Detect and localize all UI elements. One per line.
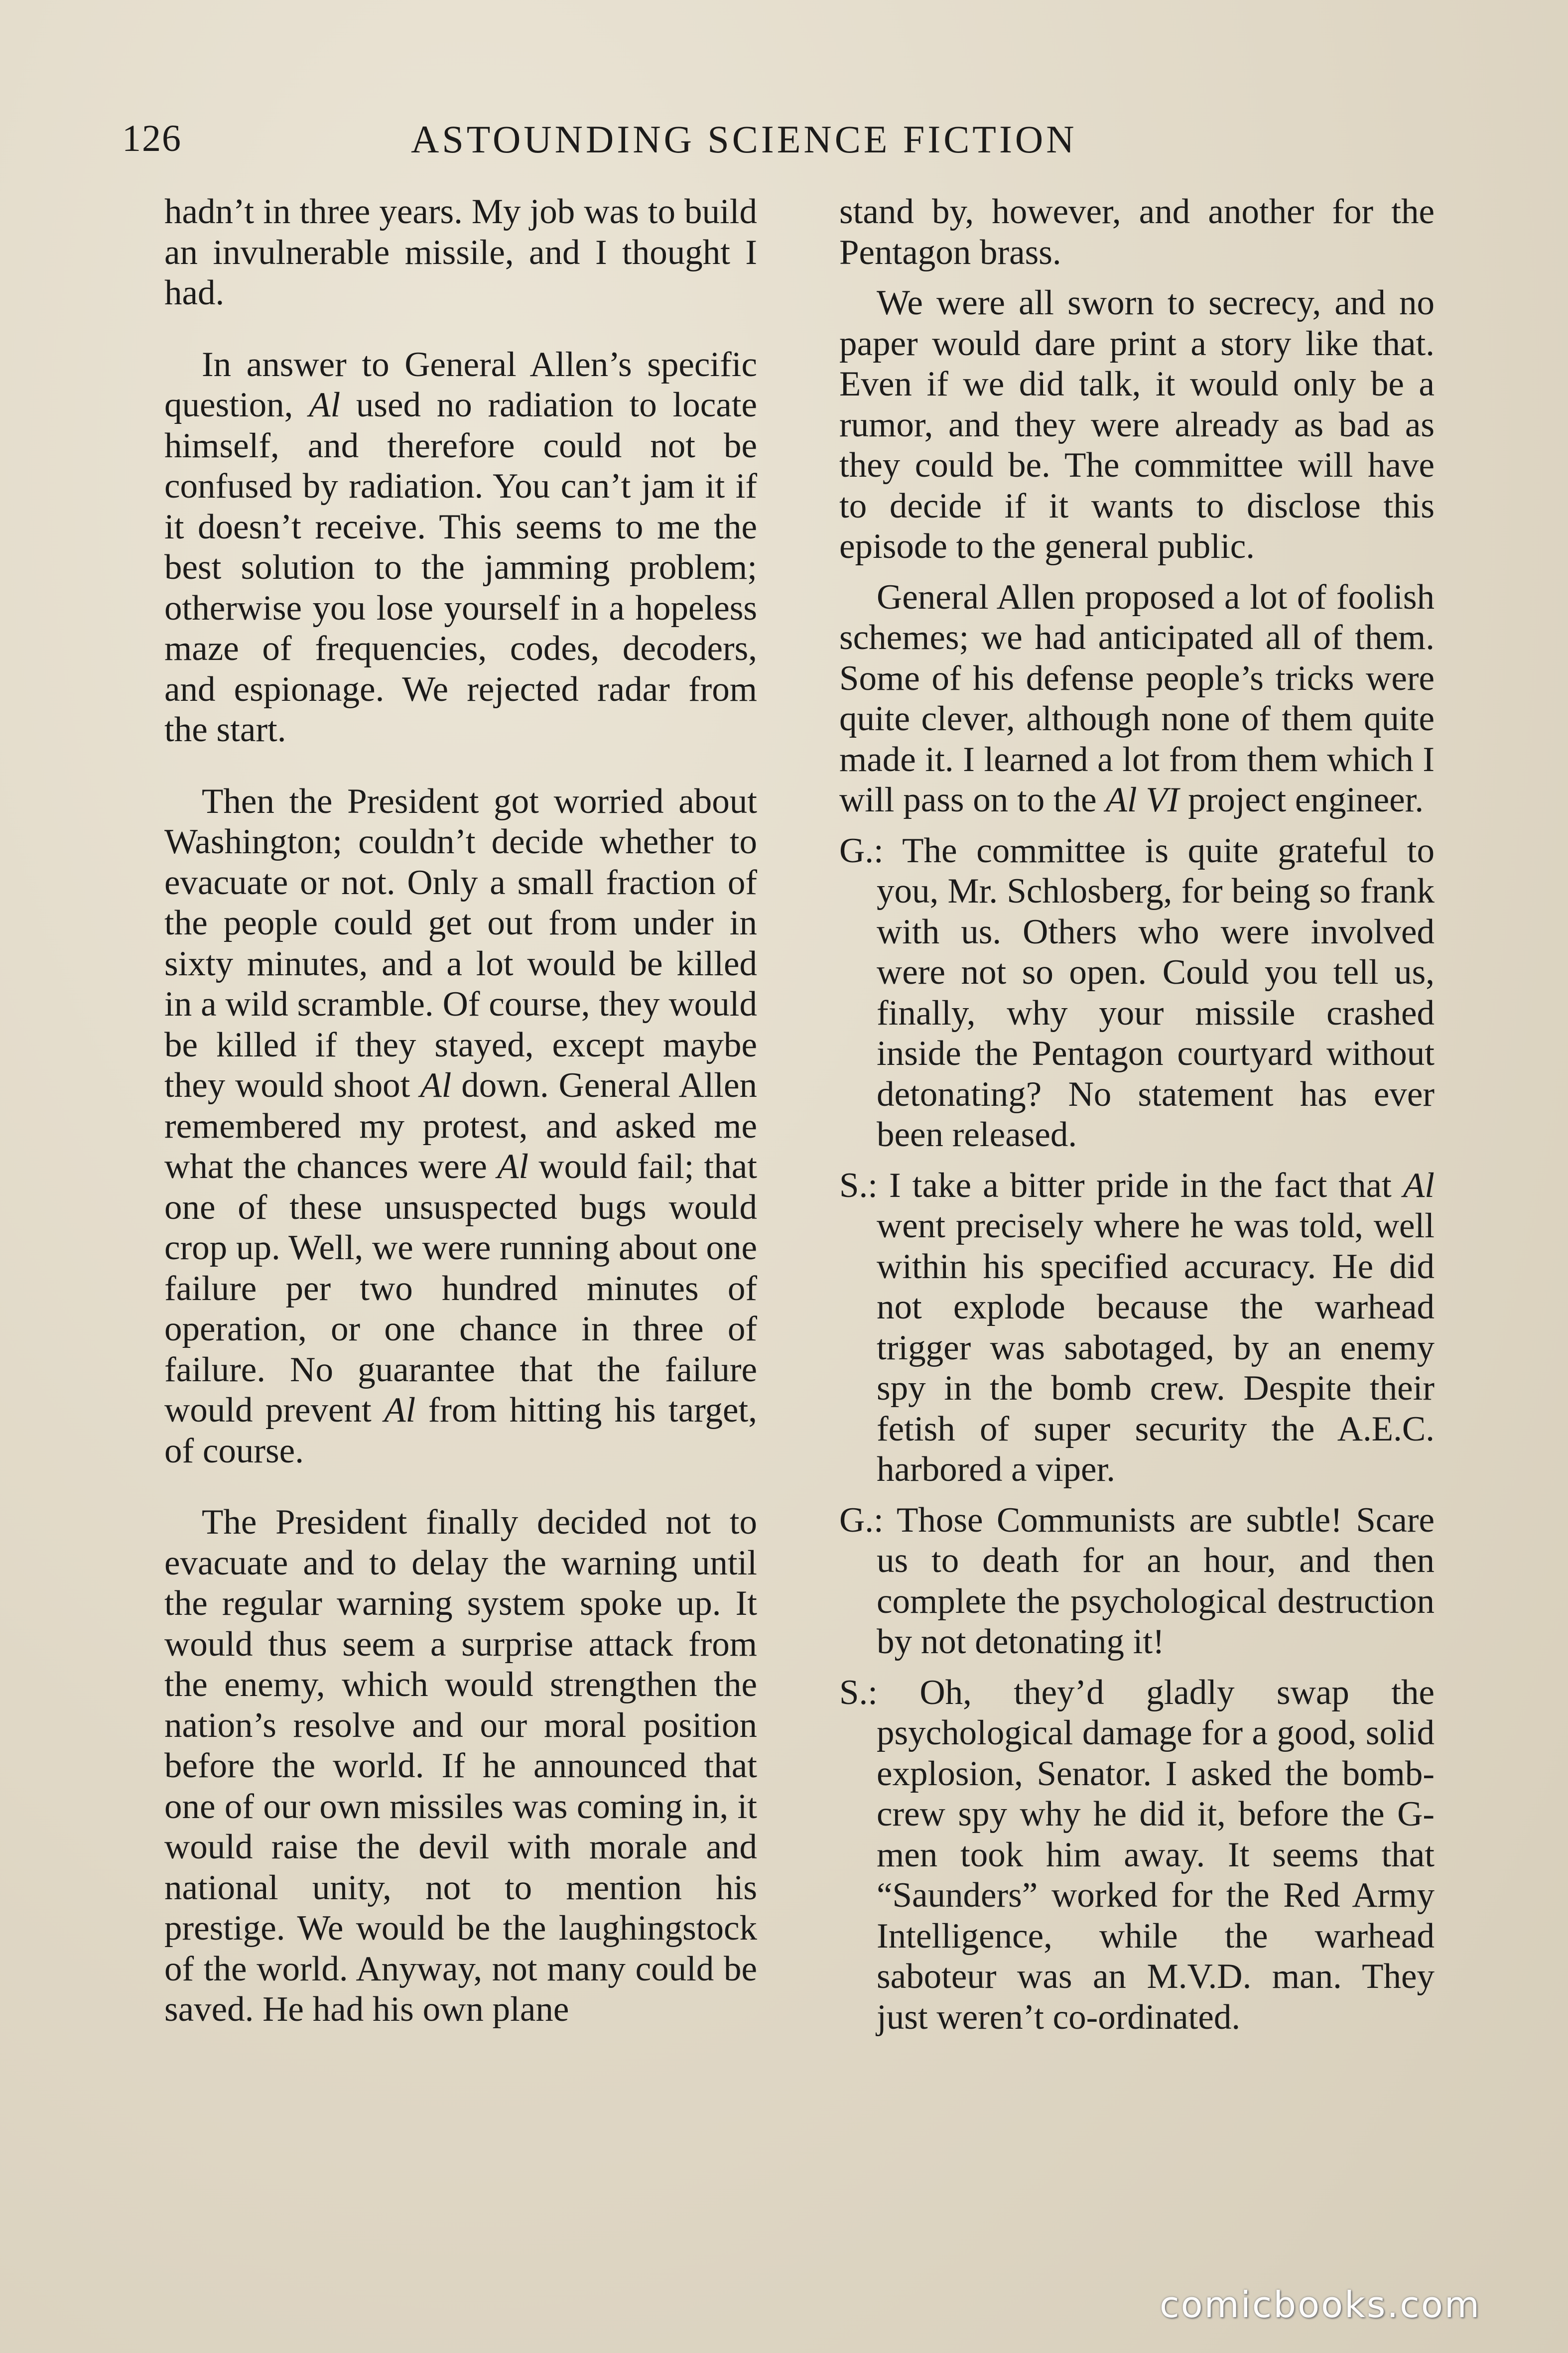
dialogue-entry: S.: Oh, they’d gladly swap the psychological damage for a good, solid explosion, Senator. I asked the bomb-crew spy why he did it, before the G-men took him away. It seems that “Saunders” worked for the Red Army Intelligence, while the warhead saboteur was an M.V.D. man. They just weren’t co-ordinated. [839,1673,1435,2037]
paragraph: stand by, however, and another for the Pentagon brass. [839,192,1435,272]
paragraph: We were all sworn to secrecy, and no paper would dare print a story like that. Even if we did talk, it would only be a rumor, and they were already as bad as they could be. The committee will have to decide if it wants to disclose this episode to the general public. [839,283,1435,566]
running-title: ASTOUNDING SCIENCE FICTION [411,118,1077,161]
italic-name: Al VI [1105,781,1179,819]
text-run: from hitting his target, of course. [164,1391,757,1470]
text-run: S.: I take a bitter pride in the fact that [839,1166,1403,1205]
page-header [122,117,1437,177]
text-run: project engineer. [1179,781,1424,819]
paragraph: The President finally decided not to evacuate and to delay the warning until the regular warning system spoke up. It would thus seem a surprise attack from the enemy, which would strengthen the nation’s resolve and our moral position before the world. If he announced that one of our own missiles was coming in, it would raise the devil with morale and national unity, not to mention his prestige. We would be the laughingstock of the world. Anyway, not many could be saved. He had his own plane [164,1503,757,2029]
italic-name: Al [309,386,341,424]
right-column [839,192,1435,2254]
dialogue-entry: G.: The committee is quite grateful to you, Mr. Schlosberg, for being so frank with us. Others who were involved were not so open. Could you tell us, finally, why your missile crashed inside the Pentagon courtyard without detonating? No statement has ever been released. [839,831,1435,1154]
text-run: would fail; that one of these unsuspected bugs would crop up. Well, we were running about one failure per two hundred minutes of operation, or one chance in three of failure. No guarantee that the failure would prevent [164,1147,757,1430]
italic-name: Al [420,1066,452,1105]
text-run: used no radiation to locate himself, and therefore could not be confused by radiation. You can’t jam it if it doesn’t receive. This seems to me the best solution to the jamming problem; otherwise you lose yourself in a hopeless maze of frequencies, codes, decoders, and espionage. We rejected radar from the start. [164,386,757,749]
dialogue-entry: G.: Those Communists are subtle! Scare us to death for an hour, and then complete the psychological destruction by not detonating it! [839,1500,1435,1661]
text-run: General Allen proposed a lot of foolish schemes; we had anticipated all of them. Some of his defense people’s tricks were quite clever, although none of them quite made it. I learned a lot from them which I will pass on to the [839,577,1435,819]
text-run: Then the President got worried about Washington; couldn’t decide whether to evacuate or not. Only a small fraction of the people could get out from under in sixty minutes, and a lot would be killed in a wild scramble. Of course, they would be killed if they stayed, except maybe they would shoot [164,782,757,1105]
left-column [164,192,757,2254]
italic-name: Al [497,1147,529,1186]
text-run: went precisely where he was told, well within his specified accuracy. He did not explode because the warhead trigger was sabotaged, by an enemy spy in the bomb crew. Despite their fetish of super security the A.E.C. harbored a viper. [877,1206,1435,1489]
paragraph [164,782,757,1472]
italic-name: Al [384,1391,416,1430]
watermark: comicbooks.com [1160,2284,1481,2326]
dialogue-entry [839,1166,1435,1490]
italic-name: Al [1403,1166,1435,1205]
paragraph [839,577,1435,821]
paragraph: hadn’t in three years. My job was to build an invulnerable missile, and I thought I had. [164,192,757,312]
text-run: down. General Allen remembered my protest, and asked me what the chances were [164,1066,757,1186]
paragraph [164,345,757,751]
text-run: In answer to General Allen’s specific question, [164,345,757,424]
page-number: 126 [122,118,182,159]
